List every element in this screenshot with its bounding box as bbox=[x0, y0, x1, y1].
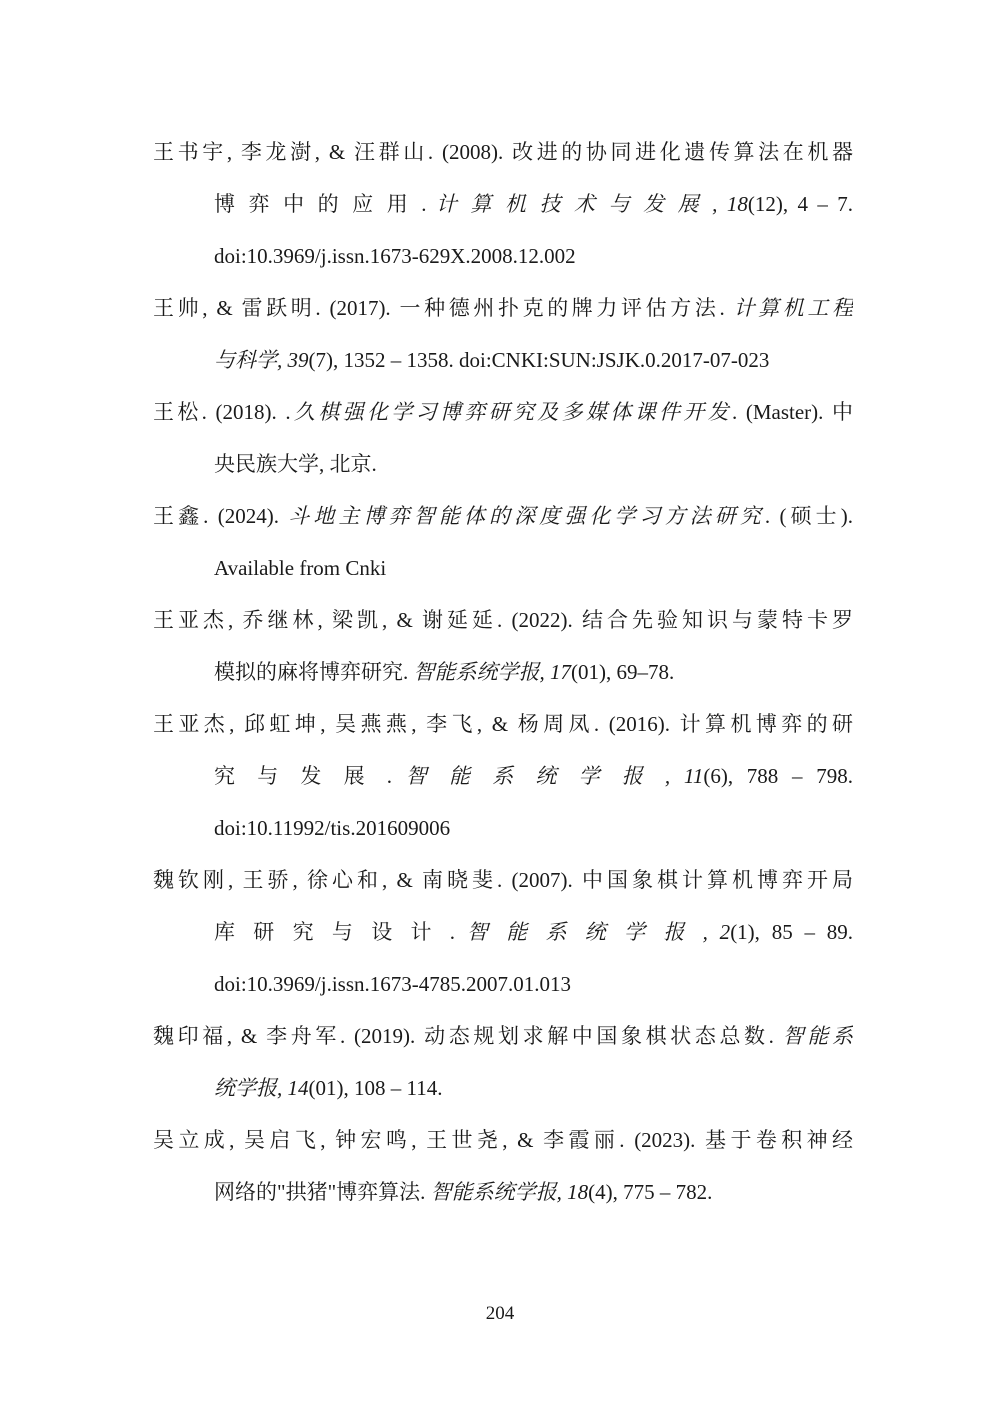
reference-entry bbox=[153, 282, 853, 386]
reference-text: . (Master). 中 bbox=[732, 400, 853, 424]
reference-line bbox=[153, 698, 853, 750]
reference-text: (7), 1352 – 1358. doi:CNKI:SUN:JSJK.0.2017-07-023 bbox=[308, 348, 770, 372]
reference-text: 魏印福, & 李舟军. (2019). 动态规划求解中国象棋状态总数. bbox=[153, 1024, 783, 1048]
reference-line bbox=[153, 126, 853, 178]
reference-text: 王书宇, 李龙澍, & 汪群山. (2008). 改进的协同进化遗传算法在机器 bbox=[153, 140, 853, 164]
reference-text: (01), 69–78. bbox=[571, 660, 675, 684]
reference-italic-text: 智能系统学报, 18 bbox=[430, 1180, 589, 1204]
reference-text: (4), 775 – 782. bbox=[588, 1180, 713, 1204]
reference-line bbox=[153, 646, 853, 698]
reference-entry bbox=[153, 1010, 853, 1114]
reference-text: . (硕士). bbox=[764, 504, 853, 528]
reference-italic-text: 智能系统学报, 17 bbox=[413, 660, 571, 684]
reference-line bbox=[153, 958, 853, 1010]
reference-italic-text: 智能系 bbox=[782, 1024, 853, 1048]
reference-line bbox=[153, 230, 853, 282]
reference-text: 王松. (2018). . bbox=[153, 400, 291, 424]
reference-entry bbox=[153, 126, 853, 282]
page-number: 204 bbox=[485, 1303, 515, 1324]
reference-line bbox=[153, 334, 853, 386]
reference-text: 究 与 发 展 . bbox=[214, 764, 406, 788]
reference-italic-text: 统学报, 14 bbox=[214, 1076, 309, 1100]
reference-entry bbox=[153, 490, 853, 594]
reference-line bbox=[153, 1062, 853, 1114]
reference-text: (12), 4 – 7. bbox=[747, 192, 853, 216]
reference-text: 王亚杰, 乔继林, 梁凯, & 谢延延. (2022). 结合先验知识与蒙特卡罗 bbox=[153, 608, 853, 632]
reference-entry bbox=[153, 698, 853, 854]
reference-list bbox=[153, 126, 853, 1218]
reference-entry bbox=[153, 386, 853, 490]
reference-italic-text: 智 能 系 统 学 报 , 2 bbox=[466, 920, 731, 944]
reference-line bbox=[153, 542, 853, 594]
reference-line bbox=[153, 490, 853, 542]
reference-text: 博 弈 中 的 应 用 . bbox=[214, 192, 436, 216]
reference-line bbox=[153, 854, 853, 906]
reference-text: doi:10.11992/tis.201609006 bbox=[214, 816, 451, 840]
reference-text: (1), 85 – 89. bbox=[730, 920, 853, 944]
reference-text: Available from Cnki bbox=[214, 556, 387, 580]
reference-text: 王亚杰, 邱虹坤, 吴燕燕, 李飞, & 杨周凤. (2016). 计算机博弈的研 bbox=[153, 712, 853, 736]
reference-text: doi:10.3969/j.issn.1673-629X.2008.12.002 bbox=[214, 244, 576, 268]
reference-italic-text: 计算机工程 bbox=[733, 296, 853, 320]
reference-line bbox=[153, 1166, 853, 1218]
reference-line bbox=[153, 438, 853, 490]
reference-line bbox=[153, 594, 853, 646]
reference-text: 魏钦刚, 王骄, 徐心和, & 南晓斐. (2007). 中国象棋计算机博弈开局 bbox=[153, 868, 853, 892]
reference-line bbox=[153, 750, 853, 802]
reference-italic-text: 计 算 机 技 术 与 发 展 , 18 bbox=[435, 192, 748, 216]
reference-text: (01), 108 – 114. bbox=[308, 1076, 443, 1100]
reference-text: 模拟的麻将博弈研究. bbox=[214, 660, 414, 684]
reference-line bbox=[153, 1114, 853, 1166]
reference-entry bbox=[153, 1114, 853, 1218]
reference-text: (6), 788 – 798. bbox=[703, 764, 853, 788]
reference-italic-text: 久棋强化学习博弈研究及多媒体课件开发 bbox=[290, 400, 733, 424]
reference-line bbox=[153, 802, 853, 854]
reference-italic-text: 智 能 系 统 学 报 , 11 bbox=[405, 764, 704, 788]
reference-italic-text: 与科学, 39 bbox=[214, 348, 309, 372]
reference-entry bbox=[153, 594, 853, 698]
reference-text: 王鑫. (2024). bbox=[153, 504, 289, 528]
reference-text: 央民族大学, 北京. bbox=[214, 452, 377, 476]
reference-line bbox=[153, 178, 853, 230]
reference-italic-text: 斗地主博弈智能体的深度强化学习方法研究 bbox=[288, 504, 765, 528]
reference-text: doi:10.3969/j.issn.1673-4785.2007.01.013 bbox=[214, 972, 572, 996]
reference-text: 库 研 究 与 设 计 . bbox=[214, 920, 467, 944]
reference-text: 王帅, & 雷跃明. (2017). 一种德州扑克的牌力评估方法. bbox=[153, 296, 734, 320]
reference-line bbox=[153, 386, 853, 438]
reference-entry bbox=[153, 854, 853, 1010]
reference-line bbox=[153, 906, 853, 958]
reference-text: 网络的"拱猪"博弈算法. bbox=[214, 1180, 431, 1204]
reference-text: 吴立成, 吴启飞, 钟宏鸣, 王世尧, & 李霞丽. (2023). 基于卷积神经 bbox=[153, 1128, 853, 1152]
reference-line bbox=[153, 1010, 853, 1062]
reference-line bbox=[153, 282, 853, 334]
